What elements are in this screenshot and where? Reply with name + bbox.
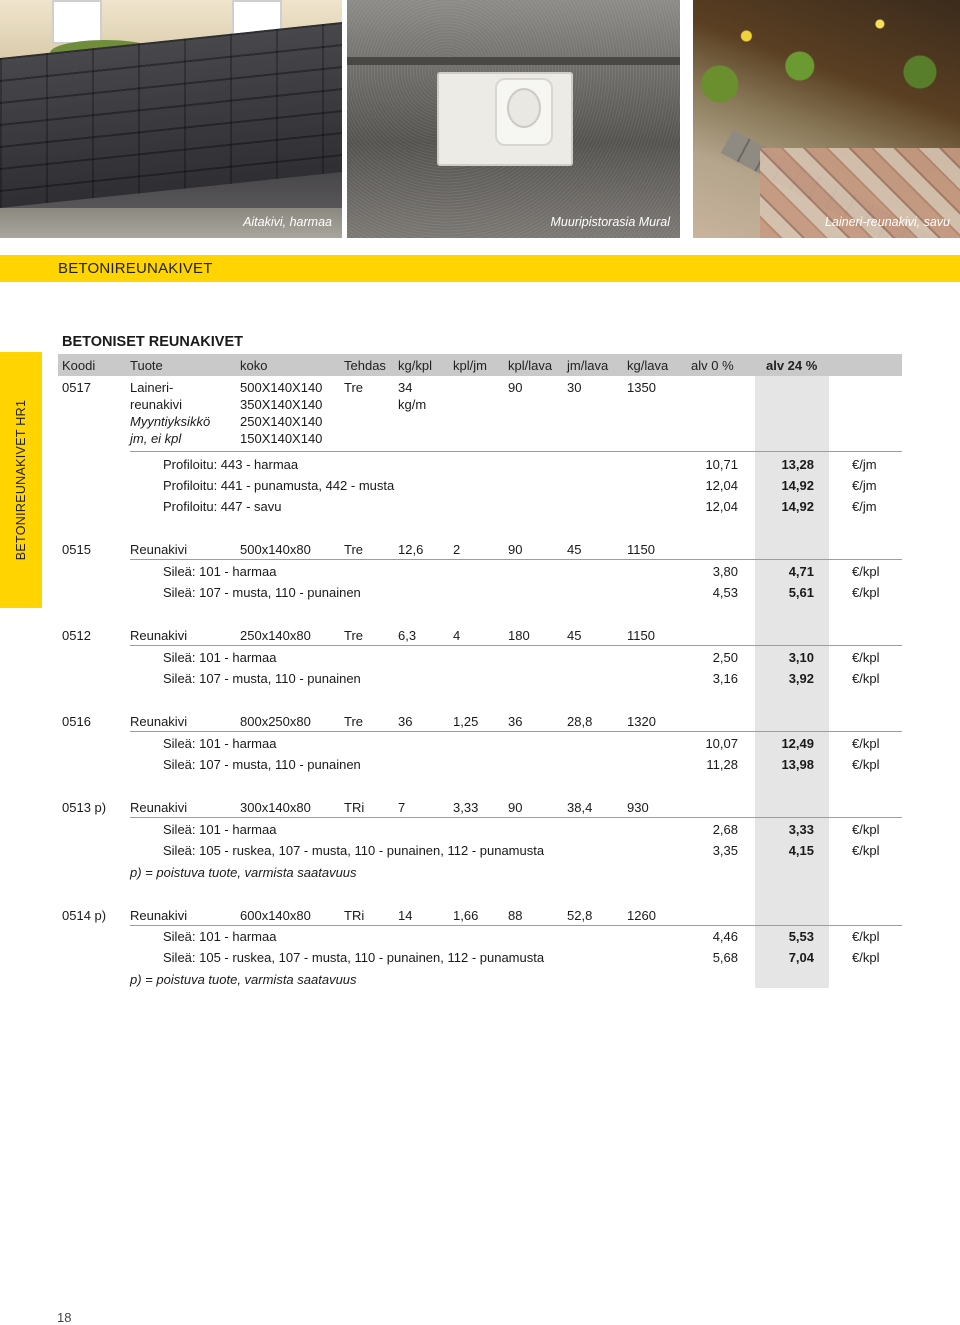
footnote: p) = poistuva tuote, varmista saatavuus	[130, 972, 357, 987]
variant-desc: Sileä: 101 - harmaa	[163, 822, 277, 837]
price-alv0: 5,68	[712, 950, 738, 965]
photo-wall-joint	[347, 57, 680, 65]
variant-desc: Sileä: 101 - harmaa	[163, 929, 277, 944]
price-alv24: 3,33	[788, 822, 814, 837]
product-kg-unit: kg/m	[398, 397, 427, 412]
product-factory: Tre	[344, 380, 364, 395]
price-alv24: 12,49	[781, 736, 814, 751]
product-kg-kpl: 12,6	[398, 542, 424, 557]
price-alv0: 10,71	[705, 457, 738, 472]
price-alv24: 3,10	[788, 650, 814, 665]
side-tab-label: BETONIREUNAKIVET HR1	[14, 399, 28, 561]
product-factory: TRi	[344, 908, 365, 923]
product-kg-lava: 1260	[627, 908, 656, 923]
photo-caption: Muuripistorasia Mural	[550, 215, 670, 229]
variant-desc: Sileä: 107 - musta, 110 - punainen	[163, 757, 361, 772]
product-note: jm, ei kpl	[130, 431, 182, 446]
row-divider	[130, 731, 902, 732]
price-alv0: 2,68	[712, 822, 738, 837]
product-code: 0517	[62, 380, 91, 395]
footnote: p) = poistuva tuote, varmista saatavuus	[130, 865, 357, 880]
product-kg-kpl: 6,3	[398, 628, 417, 643]
photo-laineri-reunakivi	[693, 0, 960, 238]
price-unit: €/kpl	[852, 757, 880, 772]
product-code: 0513 p)	[62, 800, 107, 815]
price-unit: €/jm	[852, 478, 877, 493]
product-name: Reunakivi	[130, 628, 188, 643]
photo-socket-lid	[507, 88, 541, 128]
product-kpl-jm: 1,25	[453, 714, 479, 729]
price-unit: €/kpl	[852, 950, 880, 965]
product-size: 500x140x80	[240, 542, 311, 557]
product-jm-lava: 45	[567, 542, 582, 557]
price-alv0: 3,80	[712, 564, 738, 579]
price-unit: €/jm	[852, 457, 877, 472]
header-kg-lava: kg/lava	[627, 358, 669, 373]
product-kpl-jm: 2	[453, 542, 461, 557]
price-alv24: 14,92	[781, 499, 814, 514]
photo-flowers	[693, 0, 960, 120]
price-alv0: 10,07	[705, 736, 738, 751]
price-alv0: 11,28	[706, 757, 738, 772]
product-kg-kpl: 14	[398, 908, 413, 923]
header-tehdas: Tehdas	[344, 358, 386, 373]
product-name: reunakivi	[130, 397, 183, 412]
product-kg-lava: 1320	[627, 714, 656, 729]
product-size: 300x140x80	[240, 800, 311, 815]
price-alv0: 12,04	[705, 478, 738, 493]
product-kg-lava: 1150	[627, 542, 655, 557]
product-factory: TRi	[344, 800, 365, 815]
product-code: 0514 p)	[62, 908, 107, 923]
header-koodi: Koodi	[62, 358, 96, 373]
price-alv0: 4,46	[712, 929, 738, 944]
price-unit: €/jm	[852, 499, 877, 514]
product-note: Myyntiyksikkö	[130, 414, 211, 429]
product-kg: 34	[398, 380, 413, 395]
variant-desc: Profiloitu: 443 - harmaa	[163, 457, 299, 472]
row-divider	[130, 645, 902, 646]
product-kg-kpl: 7	[398, 800, 406, 815]
product-factory: Tre	[344, 714, 364, 729]
photo-window	[52, 0, 102, 44]
header-alv0: alv 0 %	[691, 358, 734, 373]
header-koko: koko	[240, 358, 268, 373]
price-alv24: 13,28	[781, 457, 814, 472]
product-kpl-lava: 90	[508, 542, 523, 557]
price-unit: €/kpl	[852, 585, 880, 600]
variant-desc: Sileä: 101 - harmaa	[163, 650, 277, 665]
price-alv0: 3,16	[712, 671, 738, 686]
variant-desc: Sileä: 101 - harmaa	[163, 736, 277, 751]
variant-desc: Sileä: 105 - ruskea, 107 - musta, 110 - punainen, 112 - punamusta	[163, 843, 545, 858]
price-alv24: 13,98	[781, 757, 814, 772]
product-jm-lava: 45	[567, 628, 582, 643]
price-unit: €/kpl	[852, 650, 880, 665]
product-kpl-lava: 180	[508, 628, 530, 643]
page-number: 18	[57, 1310, 72, 1325]
row-divider	[130, 559, 902, 560]
product-kg-lava: 1150	[627, 628, 655, 643]
product-name: Reunakivi	[130, 800, 188, 815]
photo-muuripistorasia	[347, 0, 680, 238]
price-alv0: 12,04	[705, 499, 738, 514]
product-kpl-lava: 88	[508, 908, 523, 923]
price-alv0: 4,53	[712, 585, 738, 600]
product-name: Laineri-	[130, 380, 174, 395]
row-divider	[130, 817, 902, 818]
product-name: Reunakivi	[130, 908, 188, 923]
price-unit: €/kpl	[852, 564, 880, 579]
variant-desc: Sileä: 107 - musta, 110 - punainen	[163, 671, 361, 686]
product-size: 800x250x80	[240, 714, 311, 729]
price-alv0: 3,35	[712, 843, 738, 858]
row-divider	[130, 925, 902, 926]
product-kg-lava: 930	[627, 800, 649, 815]
product-kpl-jm: 3,33	[453, 800, 479, 815]
photo-caption: Aitakivi, harmaa	[243, 215, 332, 229]
variant-desc: Sileä: 107 - musta, 110 - punainen	[163, 585, 361, 600]
price-alv24: 4,71	[788, 564, 814, 579]
header-kg-kpl: kg/kpl	[398, 358, 432, 373]
product-name: Reunakivi	[130, 542, 188, 557]
price-unit: €/kpl	[852, 671, 880, 686]
category-title: BETONIREUNAKIVET	[58, 260, 213, 277]
product-jm-lava: 52,8	[567, 908, 593, 923]
price-alv24: 7,04	[788, 950, 814, 965]
product-code: 0512	[62, 628, 91, 643]
header-jm-lava: jm/lava	[567, 358, 609, 373]
price-alv24: 3,92	[788, 671, 814, 686]
product-kpl-jm: 1,66	[453, 908, 479, 923]
product-code: 0516	[62, 714, 91, 729]
product-jm-lava: 38,4	[567, 800, 593, 815]
variant-desc: Sileä: 101 - harmaa	[163, 564, 277, 579]
photo-aitakivi	[0, 0, 342, 238]
product-jm-lava: 30	[567, 380, 582, 395]
product-code: 0515	[62, 542, 91, 557]
photo-caption: Laineri-reunakivi, savu	[824, 215, 950, 229]
header-kpl-lava: kpl/lava	[508, 358, 553, 373]
section-title: BETONISET REUNAKIVET	[62, 334, 244, 350]
price-alv24: 5,53	[788, 929, 814, 944]
header-kpl-jm: kpl/jm	[453, 358, 487, 373]
product-size: 150X140X140	[240, 431, 323, 446]
price-alv24: 5,61	[788, 585, 814, 600]
price-alv0: 2,50	[712, 650, 738, 665]
product-kpl-lava: 90	[508, 800, 523, 815]
product-kg-lava: 1350	[627, 380, 656, 395]
header-alv24: alv 24 %	[766, 358, 818, 373]
variant-desc: Sileä: 105 - ruskea, 107 - musta, 110 - punainen, 112 - punamusta	[163, 950, 545, 965]
price-alv24: 14,92	[781, 478, 814, 493]
variant-desc: Profiloitu: 447 - savu	[163, 499, 282, 514]
product-factory: Tre	[344, 542, 364, 557]
product-name: Reunakivi	[130, 714, 188, 729]
row-divider	[130, 451, 902, 452]
product-factory: Tre	[344, 628, 364, 643]
price-unit: €/kpl	[852, 843, 880, 858]
price-unit: €/kpl	[852, 736, 880, 751]
variant-desc: Profiloitu: 441 - punamusta, 442 - musta	[163, 478, 395, 493]
product-kg-kpl: 36	[398, 714, 413, 729]
product-size: 250X140X140	[240, 414, 323, 429]
header-tuote: Tuote	[130, 358, 163, 373]
product-kpl-lava: 90	[508, 380, 523, 395]
product-size: 250x140x80	[240, 628, 311, 643]
product-kpl-lava: 36	[508, 714, 523, 729]
product-size: 350X140X140	[240, 397, 323, 412]
price-alv24: 4,15	[788, 843, 814, 858]
price-unit: €/kpl	[852, 822, 880, 837]
product-size: 500X140X140	[240, 380, 323, 395]
product-jm-lava: 28,8	[567, 714, 593, 729]
product-kpl-jm: 4	[453, 628, 461, 643]
product-size: 600x140x80	[240, 908, 311, 923]
price-unit: €/kpl	[852, 929, 880, 944]
